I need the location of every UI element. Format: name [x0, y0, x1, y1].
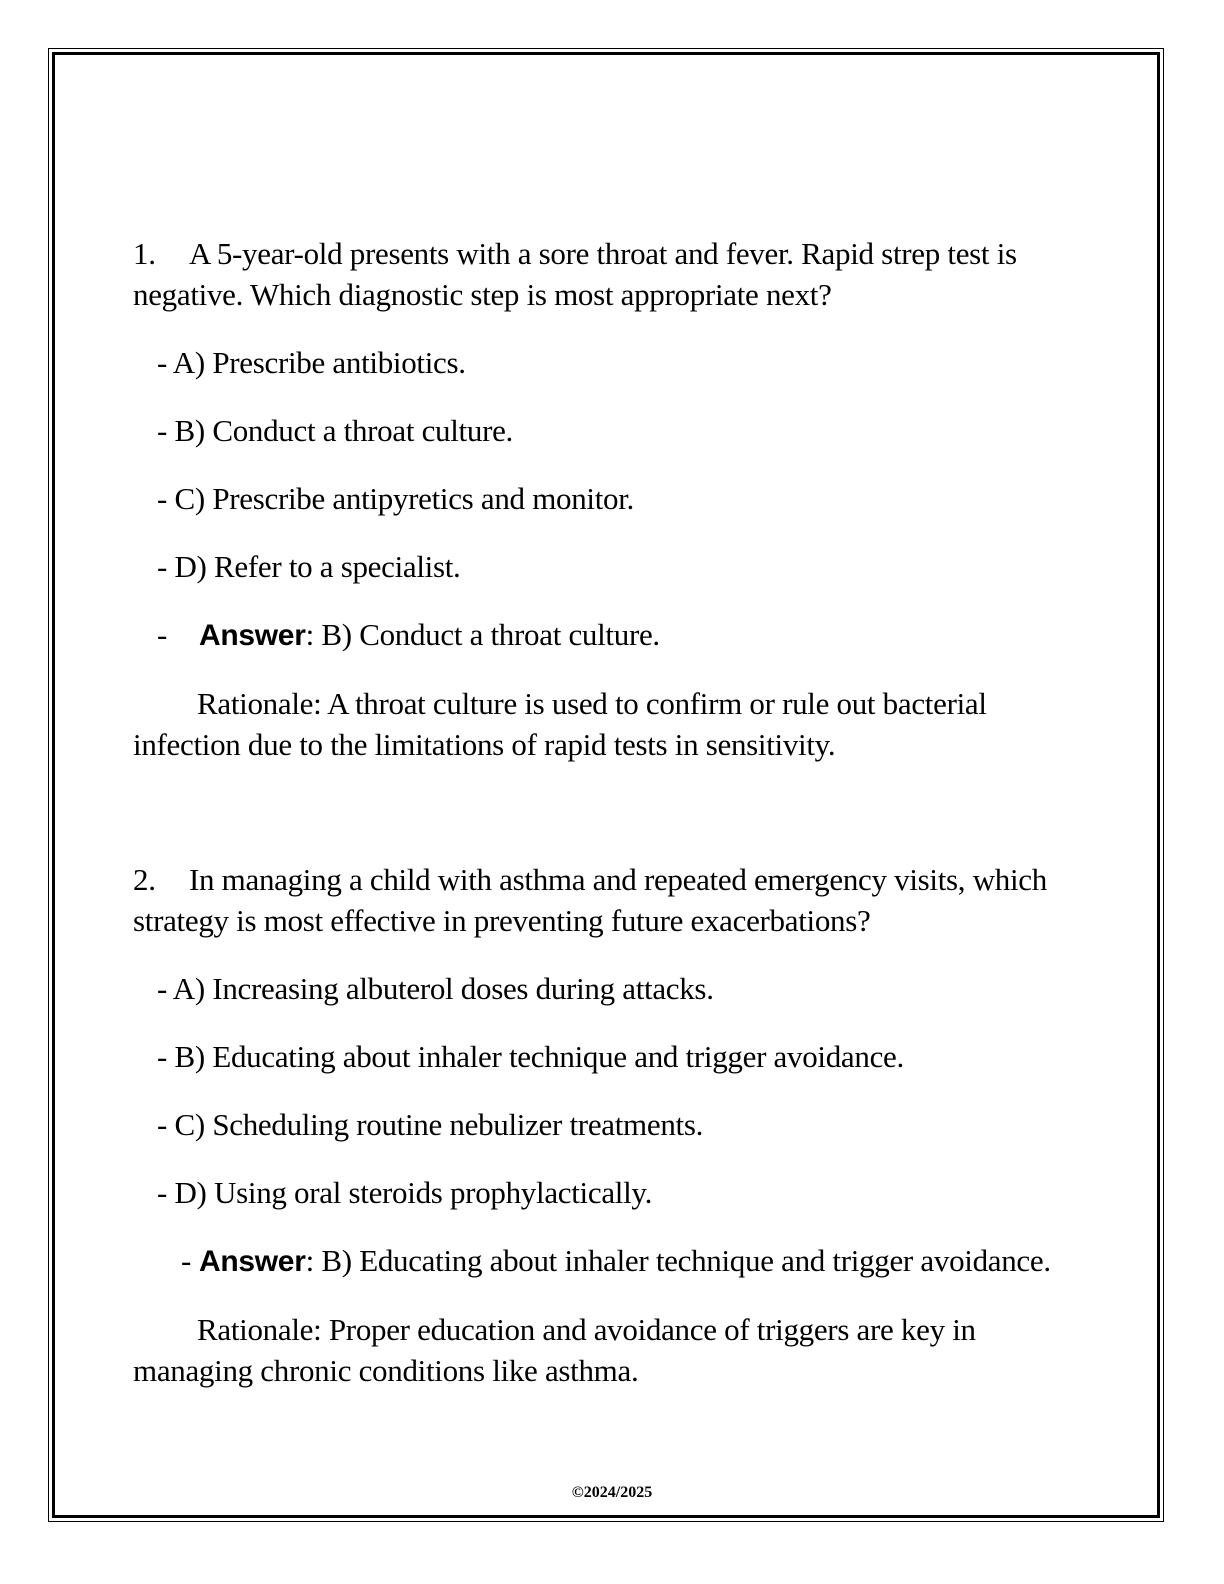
answer-dash: -: [157, 617, 168, 652]
answer-label: Answer: [199, 619, 306, 652]
question-text: A 5-year-old presents with a sore throat and fever. Rapid strep test is negative. Which diagnostic step is most appropriate next?: [133, 236, 1017, 312]
question-stem: [133, 859, 1093, 941]
option-b: - B) Educating about inhaler technique and trigger avoidance.: [157, 1039, 904, 1074]
answer-line: [157, 614, 1093, 656]
option-d: - D) Refer to a specialist.: [157, 549, 461, 584]
option-c: - C) Scheduling routine nebulizer treatments.: [157, 1107, 704, 1142]
question-text: In managing a child with asthma and repeated emergency visits, which strategy is most effective in preventing future exacerbations?: [133, 862, 1047, 938]
option-d: - D) Using oral steroids prophylactically.: [157, 1175, 653, 1210]
option-a: - A) Prescribe antibiotics.: [157, 345, 466, 380]
answer-text: : B) Conduct a throat culture.: [305, 617, 660, 652]
question-1: [133, 233, 1093, 765]
rationale: Rationale: Proper education and avoidance of triggers are key in managing chronic conditions like asthma.: [133, 1312, 976, 1388]
answer-line: [133, 1240, 1093, 1282]
option-c: - C) Prescribe antipyretics and monitor.: [157, 481, 634, 516]
option-a: - A) Increasing albuterol doses during attacks.: [157, 971, 714, 1006]
document-content: [133, 233, 1093, 1391]
option-b: - B) Conduct a throat culture.: [157, 413, 514, 448]
answer-label: Answer: [199, 1245, 306, 1278]
spacer: [133, 765, 1093, 859]
question-stem: [133, 233, 1093, 315]
copyright-footer: ©2024/2025: [571, 1484, 653, 1501]
question-2: [133, 859, 1093, 1391]
question-number: 1.: [133, 236, 156, 271]
question-number: 2.: [133, 862, 156, 897]
answer-text: : B) Educating about inhaler technique and trigger avoidance.: [305, 1243, 1051, 1278]
rationale: Rationale: A throat culture is used to confirm or rule out bacterial infection due to the limitations of rapid tests in sensitivity.: [133, 686, 987, 762]
answer-dash: -: [181, 1243, 192, 1278]
